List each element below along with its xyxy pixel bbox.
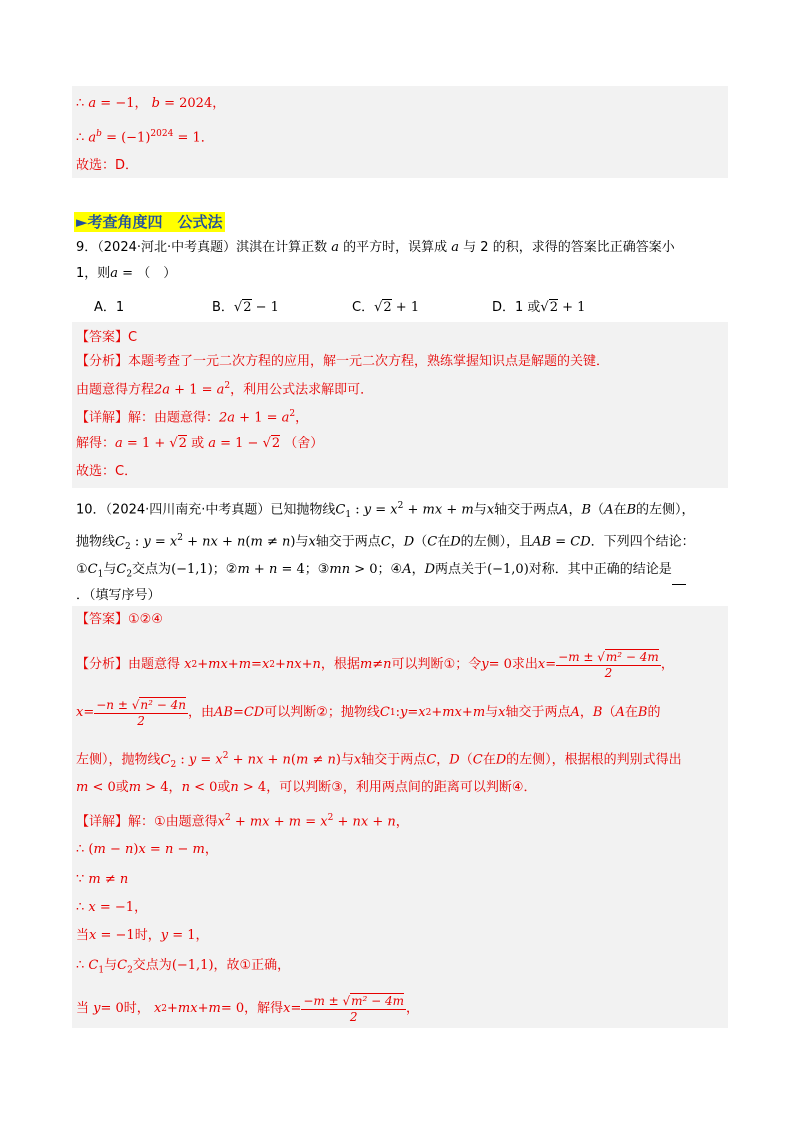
q9-select: 故选：C． [76, 464, 138, 479]
q10-detail-1: 【详解】解：①由题意得$x^2$ + mx + $m = x^2$ + nx + n， [76, 813, 409, 830]
fraction-n: $\frac{\text{−n ± √n² − 4n}}{2}$ [96, 697, 186, 728]
q10-analysis-line-3: 左侧），抛物线$C_2$ : $y = x^2$ + nx + n(m ≠ n)与x轴交于两点C，D（C在D的左侧），根据根的判别式得出 [76, 751, 682, 770]
q9-stem-line-1: 9．（2024·河北·中考真题）淇淇在计算正数 a 的平方时，误算成 a 与 2 的积，求得的答案比正确答案小 [76, 240, 675, 255]
prev-line-1: ∴ a = −1， b = 2024， [76, 96, 226, 111]
q9-answer: 【答案】C [76, 330, 138, 345]
q9-option-a: A．1 [94, 300, 125, 315]
q10-analysis-line-2: x = $\frac{\text{−n ± √n² − 4n}}{2}$ ，由 AB = CD 可以判断 ② ；抛物线 C 1 : y = x 2 + mx + m 与 x 轴交于两点 A ， B （ A 在 B 的 [76, 697, 661, 728]
q10-detail-4: ∴ x = −1， [76, 900, 148, 915]
q9-detail-1: 【详解】解：由题意得：$2a + 1 = a^2$， [76, 409, 309, 426]
q10-detail-5: 当x = −1时，y = 1， [76, 928, 209, 943]
q9-option-b: B．√2 − 1 [212, 300, 279, 315]
q10-stem-line-4: ．（填写序号） [76, 588, 161, 603]
q10-detail-2: ∴ (m − n)x = n − m， [76, 842, 218, 857]
prev-select: 故选：D． [76, 158, 139, 173]
q9-option-d: D．1 或√2 + 1 [492, 300, 586, 315]
q10-analysis-line-1: 【分析】由题意得 x 2 + mx + m = x 2 + nx + n ，根据 m ≠ n 可以判断 ① ；令 y = 0 求出 x = $\frac{\text{−m ± √m² − 4m}}{2}$ ， [76, 649, 674, 680]
fraction-root: $\frac{\text{−m ± √m² − 4m}}{2}$ [303, 993, 405, 1024]
q9-detail-2: 解得：a = 1 + √2 或 a = 1 − √2 （舍） [76, 436, 324, 451]
section-heading: ►考查角度四 公式法 [76, 213, 223, 231]
fraction-m: $\frac{\text{−m ± √m² − 4m}}{2}$ [558, 649, 659, 680]
q10-stem-line-3: $①C_1$与$C_2$交点为(−1,1)；②m + n = 4；③mn > 0；④A，D两点关于(−1,0)对称．其中正确的结论是 [76, 560, 686, 585]
prev-line-2: ∴ $a^b = (-1)^{2024} = 1$． [76, 129, 214, 146]
q9-option-c: C．√2 + 1 [352, 300, 420, 315]
q10-analysis-line-4: m < 0或m > 4，n < 0或n > 4，可以判断③，利用两点间的距离可以判断④． [76, 780, 537, 795]
q9-stem-line-2: 1，则a = （ ） [76, 266, 177, 281]
q10-stem-line-1: 10．（2024·四川南充·中考真题）已知抛物线$C_1$ : $y = x^2$ + mx + m与x轴交于两点A，B（A在B的左侧）， [76, 501, 695, 520]
q9-analysis-2: 由题意得方程$2a + 1 = a^2$，利用公式法求解即可． [76, 381, 374, 398]
q10-answer: 【答案】①②④ [76, 612, 163, 627]
q9-analysis-1: 【分析】本题考查了一元二次方程的应用，解一元二次方程，熟练掌握知识点是解题的关键． [76, 354, 610, 369]
q10-detail-7: 当 y = 0 时， x 2 + mx + m = 0 ，解得 x = $\frac{\text{−m ± √m² − 4m}}{2}$ ， [76, 993, 420, 1024]
q10-detail-6: ∴ $C_1$与$C_2$交点为(−1,1)，故①正确， [76, 958, 291, 976]
answer-blank [672, 572, 686, 585]
q10-stem-line-2: 抛物线$C_2$ : $y = x^2$ + nx + n(m ≠ n)与x轴交于两点C，D（C在D的左侧），且AB = CD．下列四个结论： [76, 533, 695, 552]
q10-detail-3: ∵ m ≠ n [76, 872, 129, 887]
